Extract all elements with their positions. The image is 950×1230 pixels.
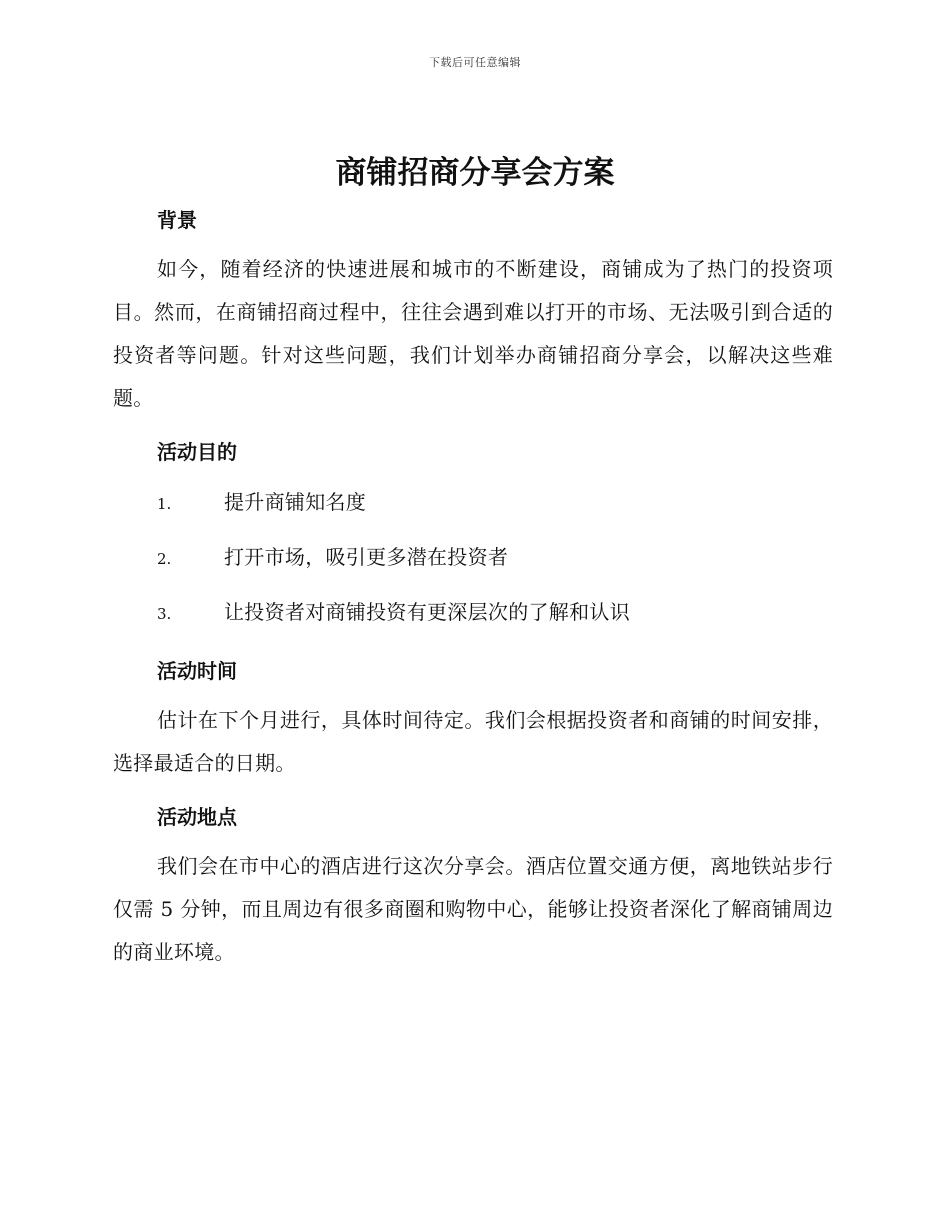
page-header: 下载后可任意编辑: [429, 56, 521, 69]
list-item: [113, 539, 833, 594]
document-title: 商铺招商分享会方案: [335, 155, 615, 191]
location-paragraph: 我们会在市中心的酒店进行这次分享会。酒店位置交通方便，离地铁站步行仅需 5 分钟，而且周边有很多商圈和购物中心，能够让投资者深化了解商铺周边的商业环境。: [113, 854, 833, 964]
list-number: 2.: [157, 550, 172, 568]
time-paragraph: 估计在下个月进行，具体时间待定。我们会根据投资者和商铺的时间安排，选择最适合的日期。: [113, 708, 833, 775]
background-paragraph: 如今，随着经济的快速进展和城市的不断建设，商铺成为了热门的投资项目。然而，在商铺招商过程中，往往会遇到难以打开的市场、无法吸引到合适的投资者等问题。针对这些问题，我们计划举办商铺招商分享会，以解决这些难题。: [113, 257, 833, 410]
purpose-list: [113, 484, 833, 649]
list-text: 打开市场，吸引更多潜在投资者: [224, 545, 509, 569]
list-number: 3.: [157, 605, 172, 623]
section-heading-background: 背景: [157, 208, 197, 232]
list-text: 让投资者对商铺投资有更深层次的了解和认识: [224, 600, 630, 624]
section-heading-purpose: 活动目的: [157, 440, 237, 464]
section-heading-time: 活动时间: [157, 659, 237, 683]
list-text: 提升商铺知名度: [224, 490, 367, 514]
document-body: [113, 198, 833, 984]
list-item: [113, 594, 833, 649]
list-number: 1.: [157, 495, 172, 513]
section-heading-location: 活动地点: [157, 805, 237, 829]
list-item: [113, 484, 833, 539]
